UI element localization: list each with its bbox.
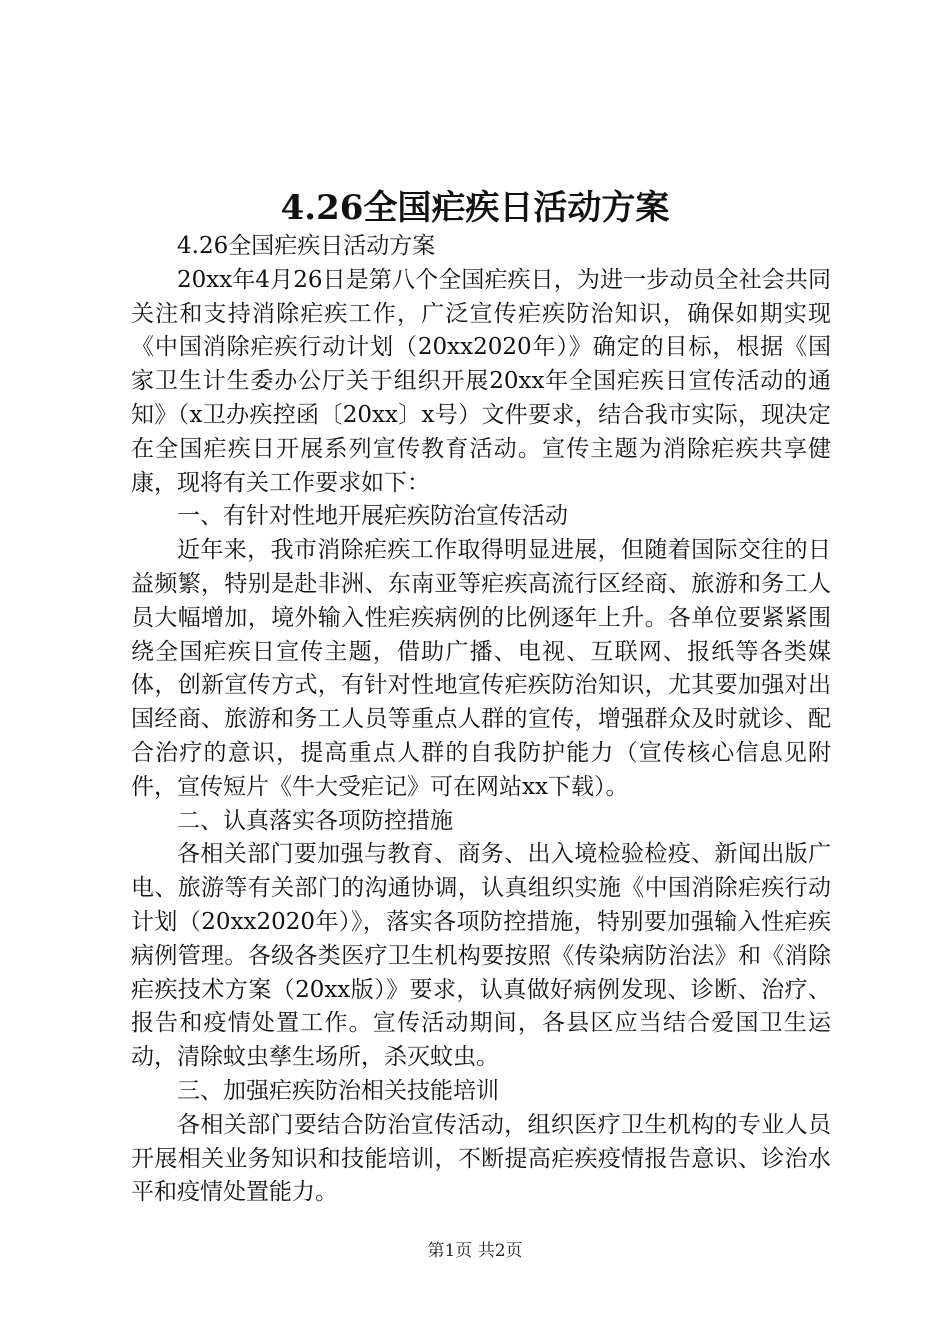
subtitle-paragraph: 4.26全国疟疾日活动方案 (177, 233, 436, 259)
section-heading-2: 二、认真落实各项防控措施 (177, 807, 453, 834)
document-body (131, 230, 831, 1210)
section-2-paragraph: 各相关部门要加强与教育、商务、出入境检验检疫、新闻出版广电、旅游等有关部门的沟通协调，认真组织实施《中国消除疟疾行动计划（20xx2020年）》，落实各项防控措施，特别要加强输入性疟疾病例管理。各级各类医疗卫生机构要按照《传染病防治法》和《消除疟疾技术方案（20xx版）》要求，认真做好病例发现、诊断、治疗、报告和疫情处置工作。宣传活动期间，各县区应当结合爱国卫生运动，清除蚊虫孳生场所，杀灭蚊虫。 (131, 841, 831, 1071)
section-heading-1: 一、有针对性地开展疟疾防治宣传活动 (177, 503, 568, 530)
document-title: 4.26全国疟疾日活动方案 (280, 188, 670, 228)
section-heading-3: 三、加强疟疾防治相关技能培训 (177, 1077, 499, 1104)
section-1-paragraph: 近年来，我市消除疟疾工作取得明显进展，但随着国际交往的日益频繁，特别是赴非洲、东南亚等疟疾高流行区经商、旅游和务工人员大幅增加，境外输入性疟疾病例的比例逐年上升。各单位要紧紧围绕全国疟疾日宣传主题，借助广播、电视、互联网、报纸等各类媒体，创新宣传方式，有针对性地宣传疟疾防治知识，尤其要加强对出国经商、旅游和务工人员等重点人群的宣传，增强群众及时就诊、配合治疗的意识，提高重点人群的自我防护能力（宣传核心信息见附件，宣传短片《牛大受疟记》可在网站xx下载）。 (131, 537, 831, 800)
page-footer: 第1页 共2页 (427, 1241, 523, 1261)
section-3-paragraph: 各相关部门要结合防治宣传活动，组织医疗卫生机构的专业人员开展相关业务知识和技能培训，不断提高疟疾疫情报告意识、诊治水平和疫情处置能力。 (131, 1111, 831, 1206)
intro-paragraph: 20xx年4月26日是第八个全国疟疾日，为进一步动员全社会共同关注和支持消除疟疾工作，广泛宣传疟疾防治知识，确保如期实现《中国消除疟疾行动计划（20xx2020年）》确定的目标，根据《国家卫生计生委办公厅关于组织开展20xx年全国疟疾日宣传活动的通知》（x卫办疾控函〔20xx〕x号）文件要求，结合我市实际，现决定在全国疟疾日开展系列宣传教育活动。宣传主题为消除疟疾共享健康，现将有关工作要求如下： (131, 266, 831, 496)
